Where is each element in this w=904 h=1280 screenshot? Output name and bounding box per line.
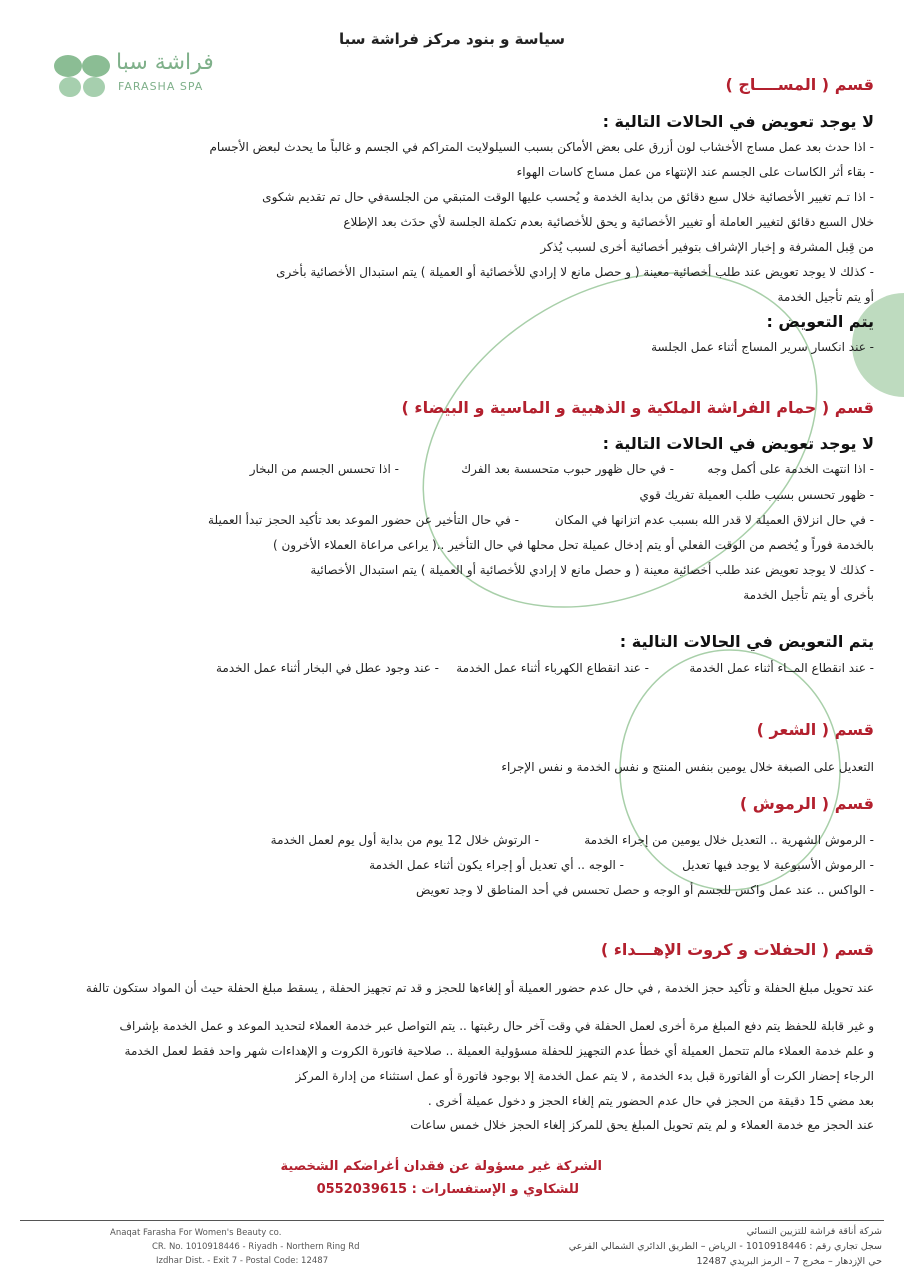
footer-divider	[20, 1220, 884, 1221]
policy-item: - اذا انتهت الخدمة على أكمل وجه	[707, 462, 874, 476]
policy-item: - عند وجود عطل في البخار أثناء عمل الخدمة	[216, 661, 439, 675]
policy-line: أو يتم تأجيل الخدمة	[777, 290, 874, 304]
footer-company-ar: شركة أناقة فراشة للتزيين النسائي	[746, 1226, 882, 1237]
policy-item: - في حال التأخير عن حضور الموعد بعد تأكيد الحجز تبدأ العميلة	[208, 513, 519, 527]
policy-line: - اذا حدث بعد عمل مساج الأخشاب لون أزرق على بعض الأماكن بسبب السيلولايت المتراكم في الجسم و غالباً ما يحدث لبعض الأجسام	[209, 140, 874, 154]
no-compensation-heading: لا يوجد تعويض في الحالات التالية :	[602, 112, 874, 131]
policy-item: - الرموش الشهرية .. التعديل خلال يومين من إجراء الخدمة	[584, 833, 874, 847]
policy-line: التعديل على الصبغة خلال يومين بنفس المنتج و نفس الخدمة و نفس الإجراء	[501, 760, 874, 774]
policy-item: - الرتوش خلال 12 يوم من بداية أول يوم لعمل الخدمة	[270, 833, 539, 847]
brand-logo	[50, 52, 230, 102]
policy-line: - كذلك لا يوجد تعويض عند طلب أخصائية معينة ( و حصل مانع لا إرادي للأخصائية أو العميلة ) يتم استبدال الأخصائية بأخرى	[276, 265, 874, 279]
liability-notice: الشركة غير مسؤولة عن فقدان أغراضكم الشخصية	[280, 1159, 602, 1174]
policy-item: - في حال ظهور حبوب متحسسة بعد الفرك	[461, 462, 674, 476]
section-heading-hair: قسم ( الشعر )	[756, 720, 874, 739]
policy-line: - كذلك لا يوجد تعويض عند طلب أخصائية معينة ( و حصل مانع لا إرادي للأخصائية أو العميلة ) يتم استبدال الأخصائية	[310, 563, 874, 577]
policy-line: - عند انكسار سرير المساج أثناء عمل الجلسة	[651, 340, 874, 354]
policy-item: - الوجه .. أي تعديل أو إجراء يكون أثناء عمل الخدمة	[369, 858, 624, 872]
no-compensation-heading: لا يوجد تعويض في الحالات التالية :	[602, 434, 874, 453]
butterfly-icon	[50, 52, 114, 100]
policy-line: من قِبل المشرفة و إخبار الإشراف بتوفير أخصائية أخرى لسبب يُذكر	[540, 240, 874, 254]
footer-cr-en: CR. No. 1010918446 - Riyadh - Northern Ring Rd	[152, 1242, 360, 1252]
policy-line: و غير قابلة للحفظ يتم دفع المبلغ مرة أخرى لعمل الحفلة في وقت آخر حال رغبتها .. يتم التواصل عبر خدمة العملاء لتحديد الموعد و عمل الخدمة بإشراف	[119, 1019, 874, 1033]
section-heading-baths: قسم ( حمام الفراشة الملكية و الذهبية و الماسية و البيضاء )	[401, 398, 874, 417]
policy-line: - الواكس .. عند عمل واكس للجسم أو الوجه و حصل تحسس في أحد المناطق لا وجد تعويض	[415, 883, 874, 897]
section-heading-massage: قسم ( المســــاج )	[725, 75, 874, 94]
footer-address-en: Izdhar Dist. - Exit 7 - Postal Code: 12487	[156, 1256, 329, 1266]
footer-address-ar: حي الإزدهار – مخرج 7 – الرمز البريدي 12487	[696, 1256, 882, 1267]
policy-line: - ظهور تحسس بسبب طلب العميلة تفريك قوي	[639, 488, 874, 502]
policy-line: عند الحجز مع خدمة العملاء و لم يتم تحويل المبلغ يحق للمركز إلغاء الحجز خلال خمس ساعات	[410, 1118, 874, 1132]
policy-item: - اذا تحسس الجسم من البخار	[249, 462, 399, 476]
footer-cr-ar: سجل تجاري رقم : 1010918446 - الرياض – الطريق الدائري الشمالي الفرعي	[568, 1241, 882, 1252]
policy-line: - بقاء أثر الكاسات على الجسم عند الإنتهاء من عمل مساج كاسات الهواء	[516, 165, 874, 179]
compensation-heading: يتم التعويض :	[766, 312, 874, 331]
policy-item: - الرموش الأسبوعية لا يوجد فيها تعديل	[682, 858, 874, 872]
compensation-heading: يتم التعويض في الحالات التالية :	[619, 632, 874, 651]
policy-item: - في حال انزلاق العميلة لا قدر الله بسبب عدم اتزانها في المكان	[554, 513, 874, 527]
policy-line: بأخرى أو يتم تأجيل الخدمة	[743, 588, 874, 602]
contact-number: للشكاوي و الإستفسارات : 0552039615	[316, 1182, 579, 1197]
section-heading-lashes: قسم ( الرموش )	[739, 794, 874, 813]
policy-line: عند تحويل مبلغ الحفلة و تأكيد حجز الخدمة , في حال عدم حضور العميلة أو إلغاءها للحجز و قد تم تجهيز الحفلة , يسقط مبلغ الحفلة حيث أن المواد ستكون تالفة	[85, 981, 874, 995]
page-title: سياسة و بنود مركز فراشة سبا	[339, 30, 565, 48]
policy-line: - اذا تـم تغيير الأخصائية خلال سبع دقائق من بداية الخدمة و يُحسب عليها الوقت المتبقي من الجلسةفي حال تم تقديم شكوى	[262, 190, 874, 204]
section-heading-parties: قسم ( الحفلات و كروت الإهـــداء )	[600, 940, 874, 959]
logo-arabic: فراشة سبا	[116, 50, 214, 75]
policy-line: الرجاء إحضار الكرت أو الفاتورة قبل بدء الخدمة , لا يتم عمل الخدمة إلا بوجود فاتورة أو عمل استثناء من إدارة المركز	[295, 1069, 874, 1083]
logo-english: FARASHA SPA	[118, 80, 204, 93]
policy-item: - عند انقطاع الكهرباء أثناء عمل الخدمة	[456, 661, 649, 675]
footer-company-en: Anaqat Farasha For Women's Beauty co.	[110, 1228, 282, 1238]
policy-line: بعد مضي 15 دقيقة من الحجز في حال عدم الحضور يتم إلغاء الحجز و دخول عميلة أخرى .	[427, 1094, 874, 1108]
policy-line: و علم خدمة العملاء مالم تتحمل العميلة أي خطأ عدم التجهيز للحفلة مسؤولية العميلة .. صلاحية فاتورة الكروت و الإهداءات شهر واحد فقط لعمل الخدمة	[124, 1044, 874, 1058]
policy-line: بالخدمة فوراً و يُخصم من الوقت الفعلي أو يتم إدخال عميلة تحل محلها في حال التأخير ..( يراعى مراعاة العملاء الأخرون )	[272, 538, 874, 552]
policy-item: - عند انقطاع المــاء أثناء عمل الخدمة	[689, 661, 874, 675]
policy-line: خلال السبع دقائق لتغيير العاملة أو تغيير الأخصائية و يحق للأخصائية بعدم تكملة الجلسة لأي حدَث بعد الإطلاع	[343, 215, 874, 229]
